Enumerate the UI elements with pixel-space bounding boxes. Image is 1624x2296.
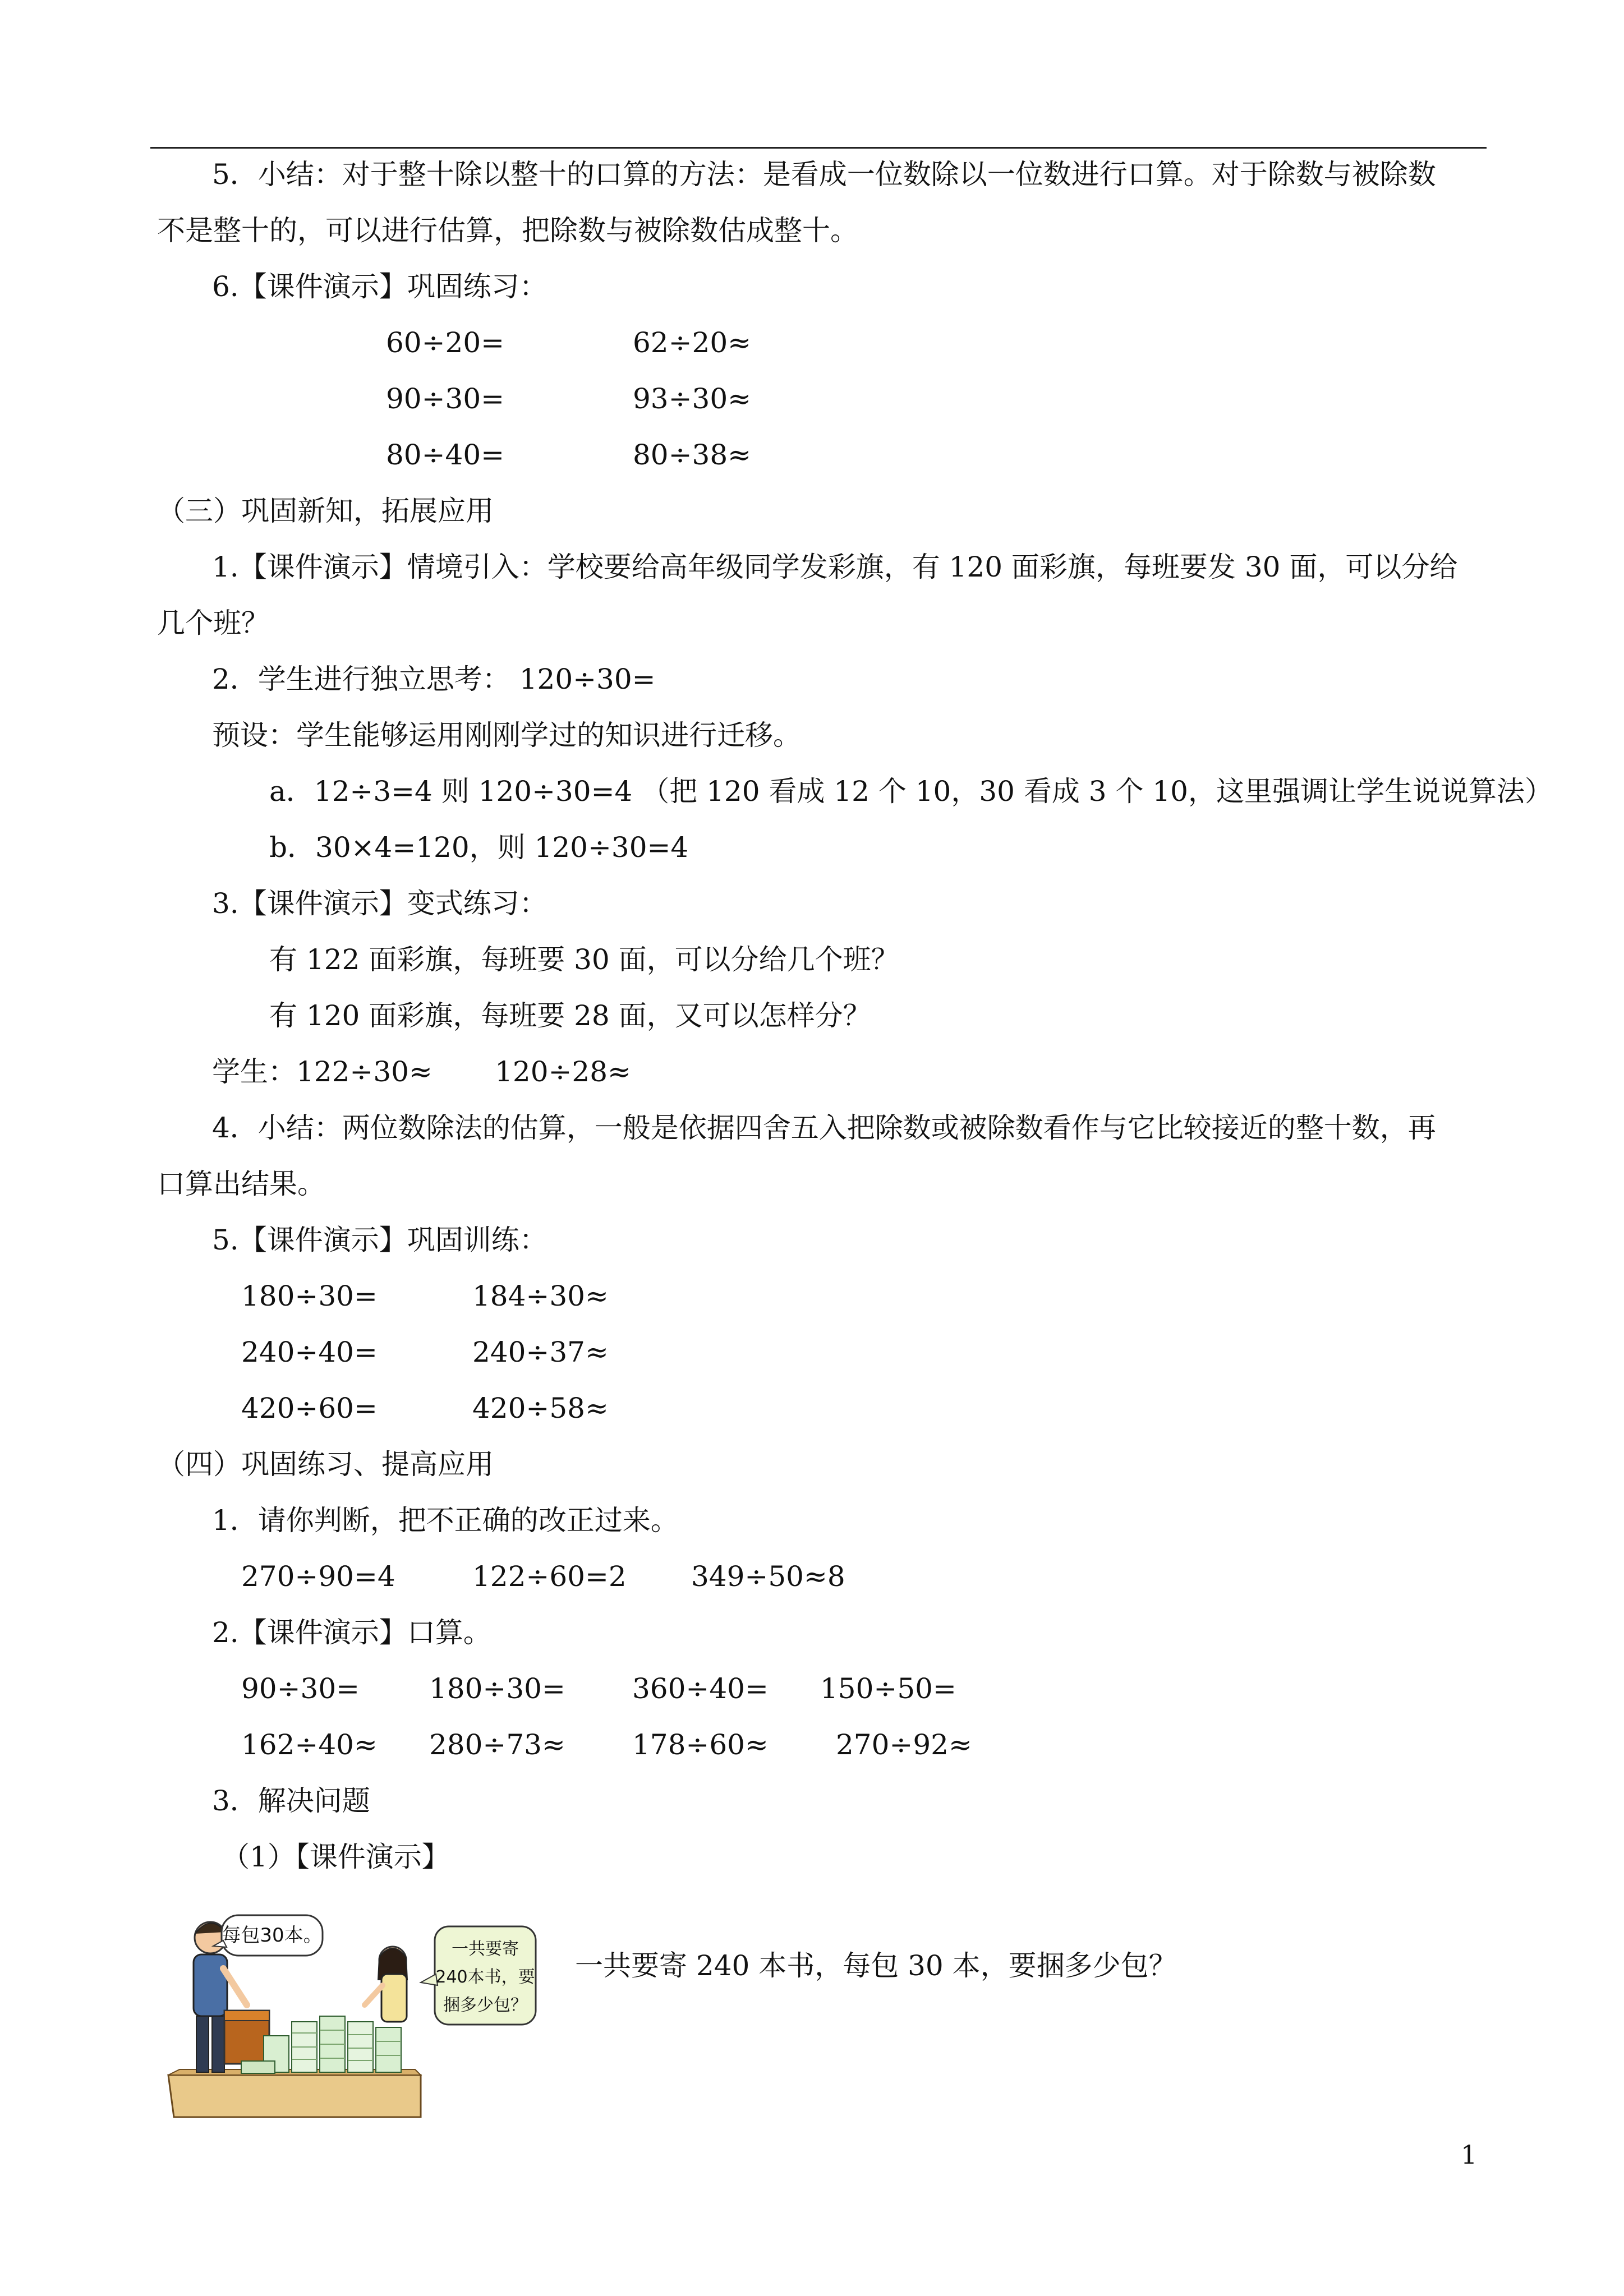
think-line: 2．学生进行独立思考： 120÷30= [212,663,656,695]
summary-line-2: 不是整十的，可以进行估算，把除数与被除数估成整十。 [157,214,858,247]
problem-question: 一共要寄 240 本书，每包 30 本，要捆多少包？ [575,1949,1177,1982]
mental-item: 180÷30= [429,1672,565,1705]
mental-item: 270÷92≈ [836,1728,972,1761]
scenario-line-2: 几个班？ [157,607,269,639]
practice-heading: 6.【课件演示】巩固练习： [212,270,548,303]
judge-item: 349÷50≈8 [691,1560,845,1593]
mental-item: 150÷50= [820,1672,956,1705]
judge-item: 270÷90=4 [241,1560,395,1593]
problem-heading: 3．解决问题 [212,1785,370,1817]
judge-item: 122÷60=2 [472,1560,627,1593]
practice5-item: 240÷37≈ [472,1336,609,1368]
mental-item: 162÷40≈ [241,1728,378,1761]
section-heading-3: （三）巩固新知，拓展应用 [157,495,494,527]
practice5-item: 420÷58≈ [472,1392,609,1424]
practice5-item: 240÷40= [241,1336,378,1368]
page-number: 1 [1461,2140,1478,2170]
practice6-item: 93÷30≈ [633,382,752,415]
method-a: a．12÷3=4 则 120÷30=4 （把 120 看成 12 个 10，30 看成 3 个 10，这里强调让学生说说算法） [269,775,1553,808]
practice5-item: 180÷30= [241,1280,378,1312]
section-heading-4: （四）巩固练习、提高应用 [157,1448,494,1481]
variant-heading: 3.【课件演示】变式练习： [212,887,548,920]
books-illustration [157,1907,561,2126]
training-heading: 5.【课件演示】巩固训练： [212,1224,548,1256]
judge-heading: 1．请你判断，把不正确的改正过来。 [212,1504,679,1537]
bubble-right-line-3: 捆多少包？ [443,1995,527,2015]
practice5-item: 184÷30≈ [472,1280,609,1312]
variant-question-1: 有 122 面彩旗，每班要 30 面，可以分给几个班？ [269,943,899,976]
header-rule [150,147,1487,149]
summary2-line-2: 口算出结果。 [157,1168,325,1200]
variant-question-2: 有 120 面彩旗，每班要 28 面，又可以怎样分？ [269,999,871,1032]
bubble-right-line-1: 一共要寄 [452,1939,519,1959]
summary-line-1: 5．小结：对于整十除以整十的口算的方法：是看成一位数除以一位数进行口算。对于除数与被除数 [212,158,1436,191]
student-answer: 学生：122÷30≈ 120÷28≈ [212,1055,631,1088]
mental-item: 280÷73≈ [429,1728,565,1761]
mental-item: 90÷30= [241,1672,360,1705]
problem-sub-heading: （1）【课件演示】 [222,1841,450,1873]
practice5-item: 420÷60= [241,1392,378,1424]
preset-line: 预设：学生能够运用刚刚学过的知识进行迁移。 [212,719,801,751]
scenario-line-1: 1.【课件演示】情境引入：学校要给高年级同学发彩旗，有 120 面彩旗，每班要发 30 面，可以分给 [212,551,1458,583]
practice6-item: 90÷30= [386,382,505,415]
practice6-item: 80÷40= [386,439,505,471]
bubble-right-line-2: 240本书，要 [435,1967,535,1987]
summary2-line-1: 4．小结：两位数除法的估算，一般是依据四舍五入把除数或被除数看作与它比较接近的整十数，再 [212,1112,1436,1144]
practice6-item: 80÷38≈ [633,439,752,471]
mental-heading: 2.【课件演示】口算。 [212,1616,491,1649]
bubble-left-text: 每包30本。 [222,1924,323,1947]
practice6-item: 62÷20≈ [633,326,752,359]
method-b: b．30×4=120，则 120÷30=4 [269,831,689,864]
mental-item: 178÷60≈ [632,1728,769,1761]
mental-item: 360÷40= [632,1672,769,1705]
practice6-item: 60÷20= [386,326,505,359]
